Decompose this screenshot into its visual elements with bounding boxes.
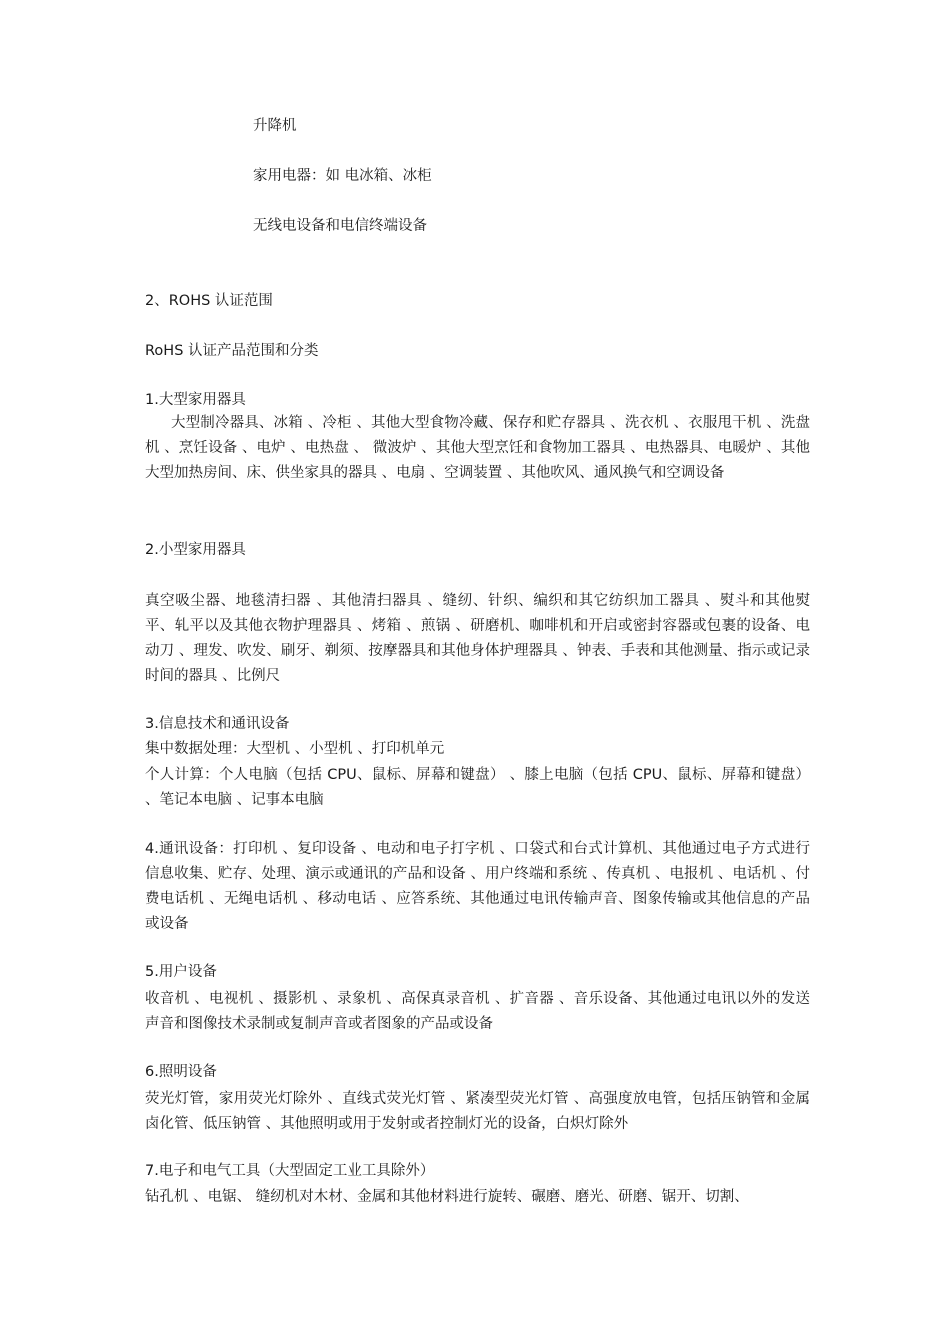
intro-list-item: 升降机 [253,118,297,134]
category-title: 7.电子和电气工具（大型固定工业工具除外） [145,1163,435,1179]
category-title: 3.信息技术和通讯设备 [145,716,290,732]
category-title: 1.大型家用器具 [145,392,246,408]
category-paragraph: 真空吸尘器、地毯清扫器 、其他清扫器具 、缝纫、针织、编织和其它纺织加工器具 、熨斗和其他熨平、轧平以及其他衣物护理器具 、烤箱 、煎锅 、研磨机、咖啡机和开启或密封容器或包裹的设备、电动刀 、理发、吹发、刷牙、剃须、按摩器具和其他身体护理器具 、钟表、手表和其他测量、指示或记录时间的器具 、比例尺 [145,593,810,684]
category-paragraph: 大型制冷器具、冰箱 、冷柜 、其他大型食物冷藏、保存和贮存器具 、洗衣机 、衣服甩干机 、洗盘机 、烹饪设备 、电炉 、电热盘 、 微波炉 、其他大型烹饪和食物加工器具 、电热器具、电暖炉 、其他大型加热房间、床、供坐家具的器具 、电扇 、空调装置 、其他吹风、通风换气和空调设备 [145,415,810,481]
category-title: 6.照明设备 [145,1064,217,1080]
category-paragraph: 4.通讯设备：打印机 、复印设备 、电动和电子打字机 、口袋式和台式计算机、其他通过电子方式进行信息收集、贮存、处理、演示或通讯的产品和设备 、用户终端和系统 、传真机 、电报机 、电话机 、付费电话机 、无绳电话机 、移动电话 、应答系统、其他通过电讯传输声音、图象传输或其他信息的产品或设备 [145,841,810,932]
category-paragraph: 收音机 、电视机 、摄影机 、录象机 、高保真录音机 、扩音器 、音乐设备、其他通过电讯以外的发送声音和图像技术录制或复制声音或者图象的产品或设备 [145,991,810,1032]
intro-list-item: 家用电器：如 电冰箱、冰柜 [253,168,432,184]
intro-list-item: 无线电设备和电信终端设备 [253,218,427,234]
section-heading: 2、ROHS 认证范围 [145,293,273,309]
category-paragraph: 集中数据处理：大型机 、小型机 、打印机单元 [145,741,445,757]
category-paragraph: 荧光灯管，家用荧光灯除外 、直线式荧光灯管 、紧凑型荧光灯管 、高强度放电管，包括压钠管和金属卤化管、低压钠管 、其他照明或用于发射或者控制灯光的设备，白炽灯除外 [145,1091,810,1132]
category-paragraph: 个人计算：个人电脑（包括 CPU、鼠标、屏幕和键盘） 、膝上电脑（包括 CPU、鼠标、屏幕和键盘） 、笔记本电脑 、记事本电脑 [145,767,810,808]
category-title: 2.小型家用器具 [145,542,246,558]
category-paragraph: 钻孔机 、电锯、 缝纫机对木材、金属和其他材料进行旋转、碾磨、磨光、研磨、锯开、切割、 [145,1189,749,1205]
category-title: 5.用户设备 [145,964,217,980]
subheading: RoHS 认证产品范围和分类 [145,343,319,359]
